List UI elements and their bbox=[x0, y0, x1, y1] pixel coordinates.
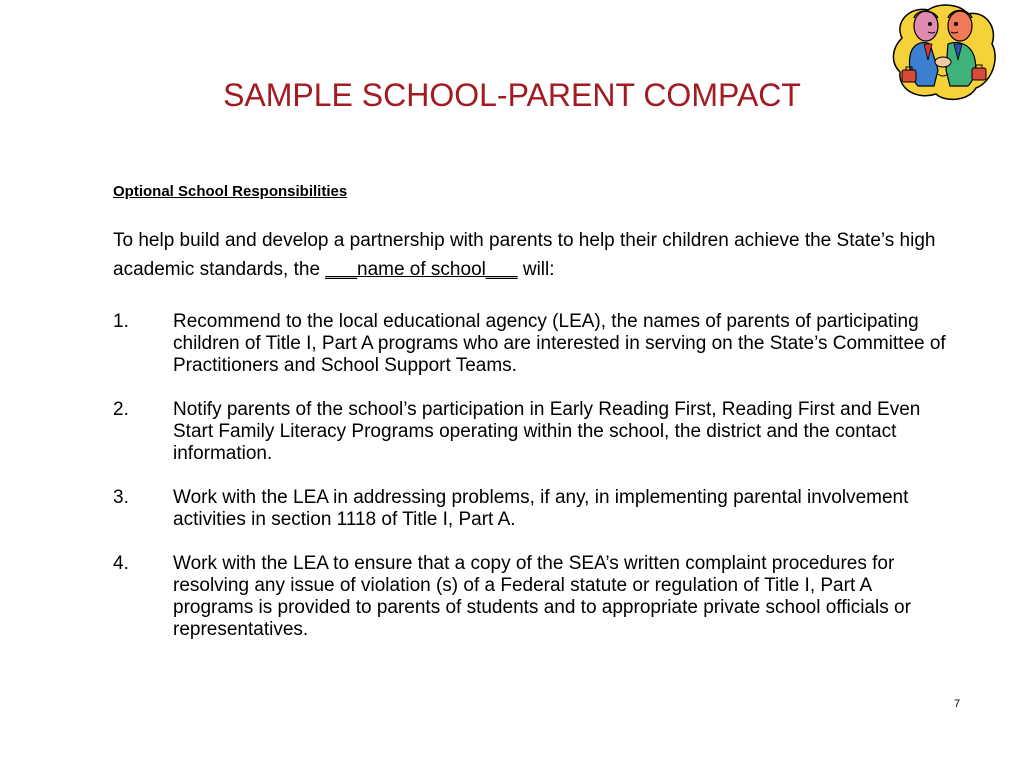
list-item-number: 1. bbox=[113, 311, 129, 332]
list-item-text: Notify parents of the school’s participation in Early Reading First, Reading First and Even Start Family Literacy Programs operating within the school, the district and the contact information. bbox=[173, 399, 921, 464]
list-item bbox=[113, 311, 953, 377]
responsibilities-list bbox=[113, 311, 953, 641]
list-item-number: 2. bbox=[113, 399, 129, 420]
list-item-text: Recommend to the local educational agency (LEA), the names of parents of participating children of Title I, Part A programs who are interested in serving on the State’s Committee of Practitioners and School Support Teams. bbox=[173, 311, 946, 376]
slide-title: SAMPLE SCHOOL-PARENT COMPACT bbox=[223, 77, 801, 113]
list-item bbox=[113, 553, 953, 641]
page-number: 7 bbox=[954, 698, 961, 710]
intro-text: To help build and develop a partnership with parents to help their children achieve the State’s high academic standards, the bbox=[113, 230, 936, 280]
intro-text-end: will: bbox=[517, 259, 555, 280]
list-item-number: 3. bbox=[113, 487, 129, 508]
intro-paragraph bbox=[113, 226, 953, 284]
handshake-clipart-icon bbox=[888, 0, 1000, 104]
list-item bbox=[113, 399, 953, 465]
list-item bbox=[113, 487, 953, 531]
school-name-blank: ___name of school___ bbox=[325, 259, 518, 280]
list-item-text: Work with the LEA to ensure that a copy of the SEA’s written complaint procedures for resolving any issue of violation (s) of a Federal statute or regulation of Title I, Part A programs is provided to parents of students and to appropriate private school officials or representatives. bbox=[173, 553, 911, 640]
list-item-text: Work with the LEA in addressing problems, if any, in implementing parental involvement activities in section 1118 of Title I, Part A. bbox=[173, 487, 909, 530]
list-item-number: 4. bbox=[113, 553, 129, 574]
section-subheading: Optional School Responsibilities bbox=[113, 183, 348, 200]
